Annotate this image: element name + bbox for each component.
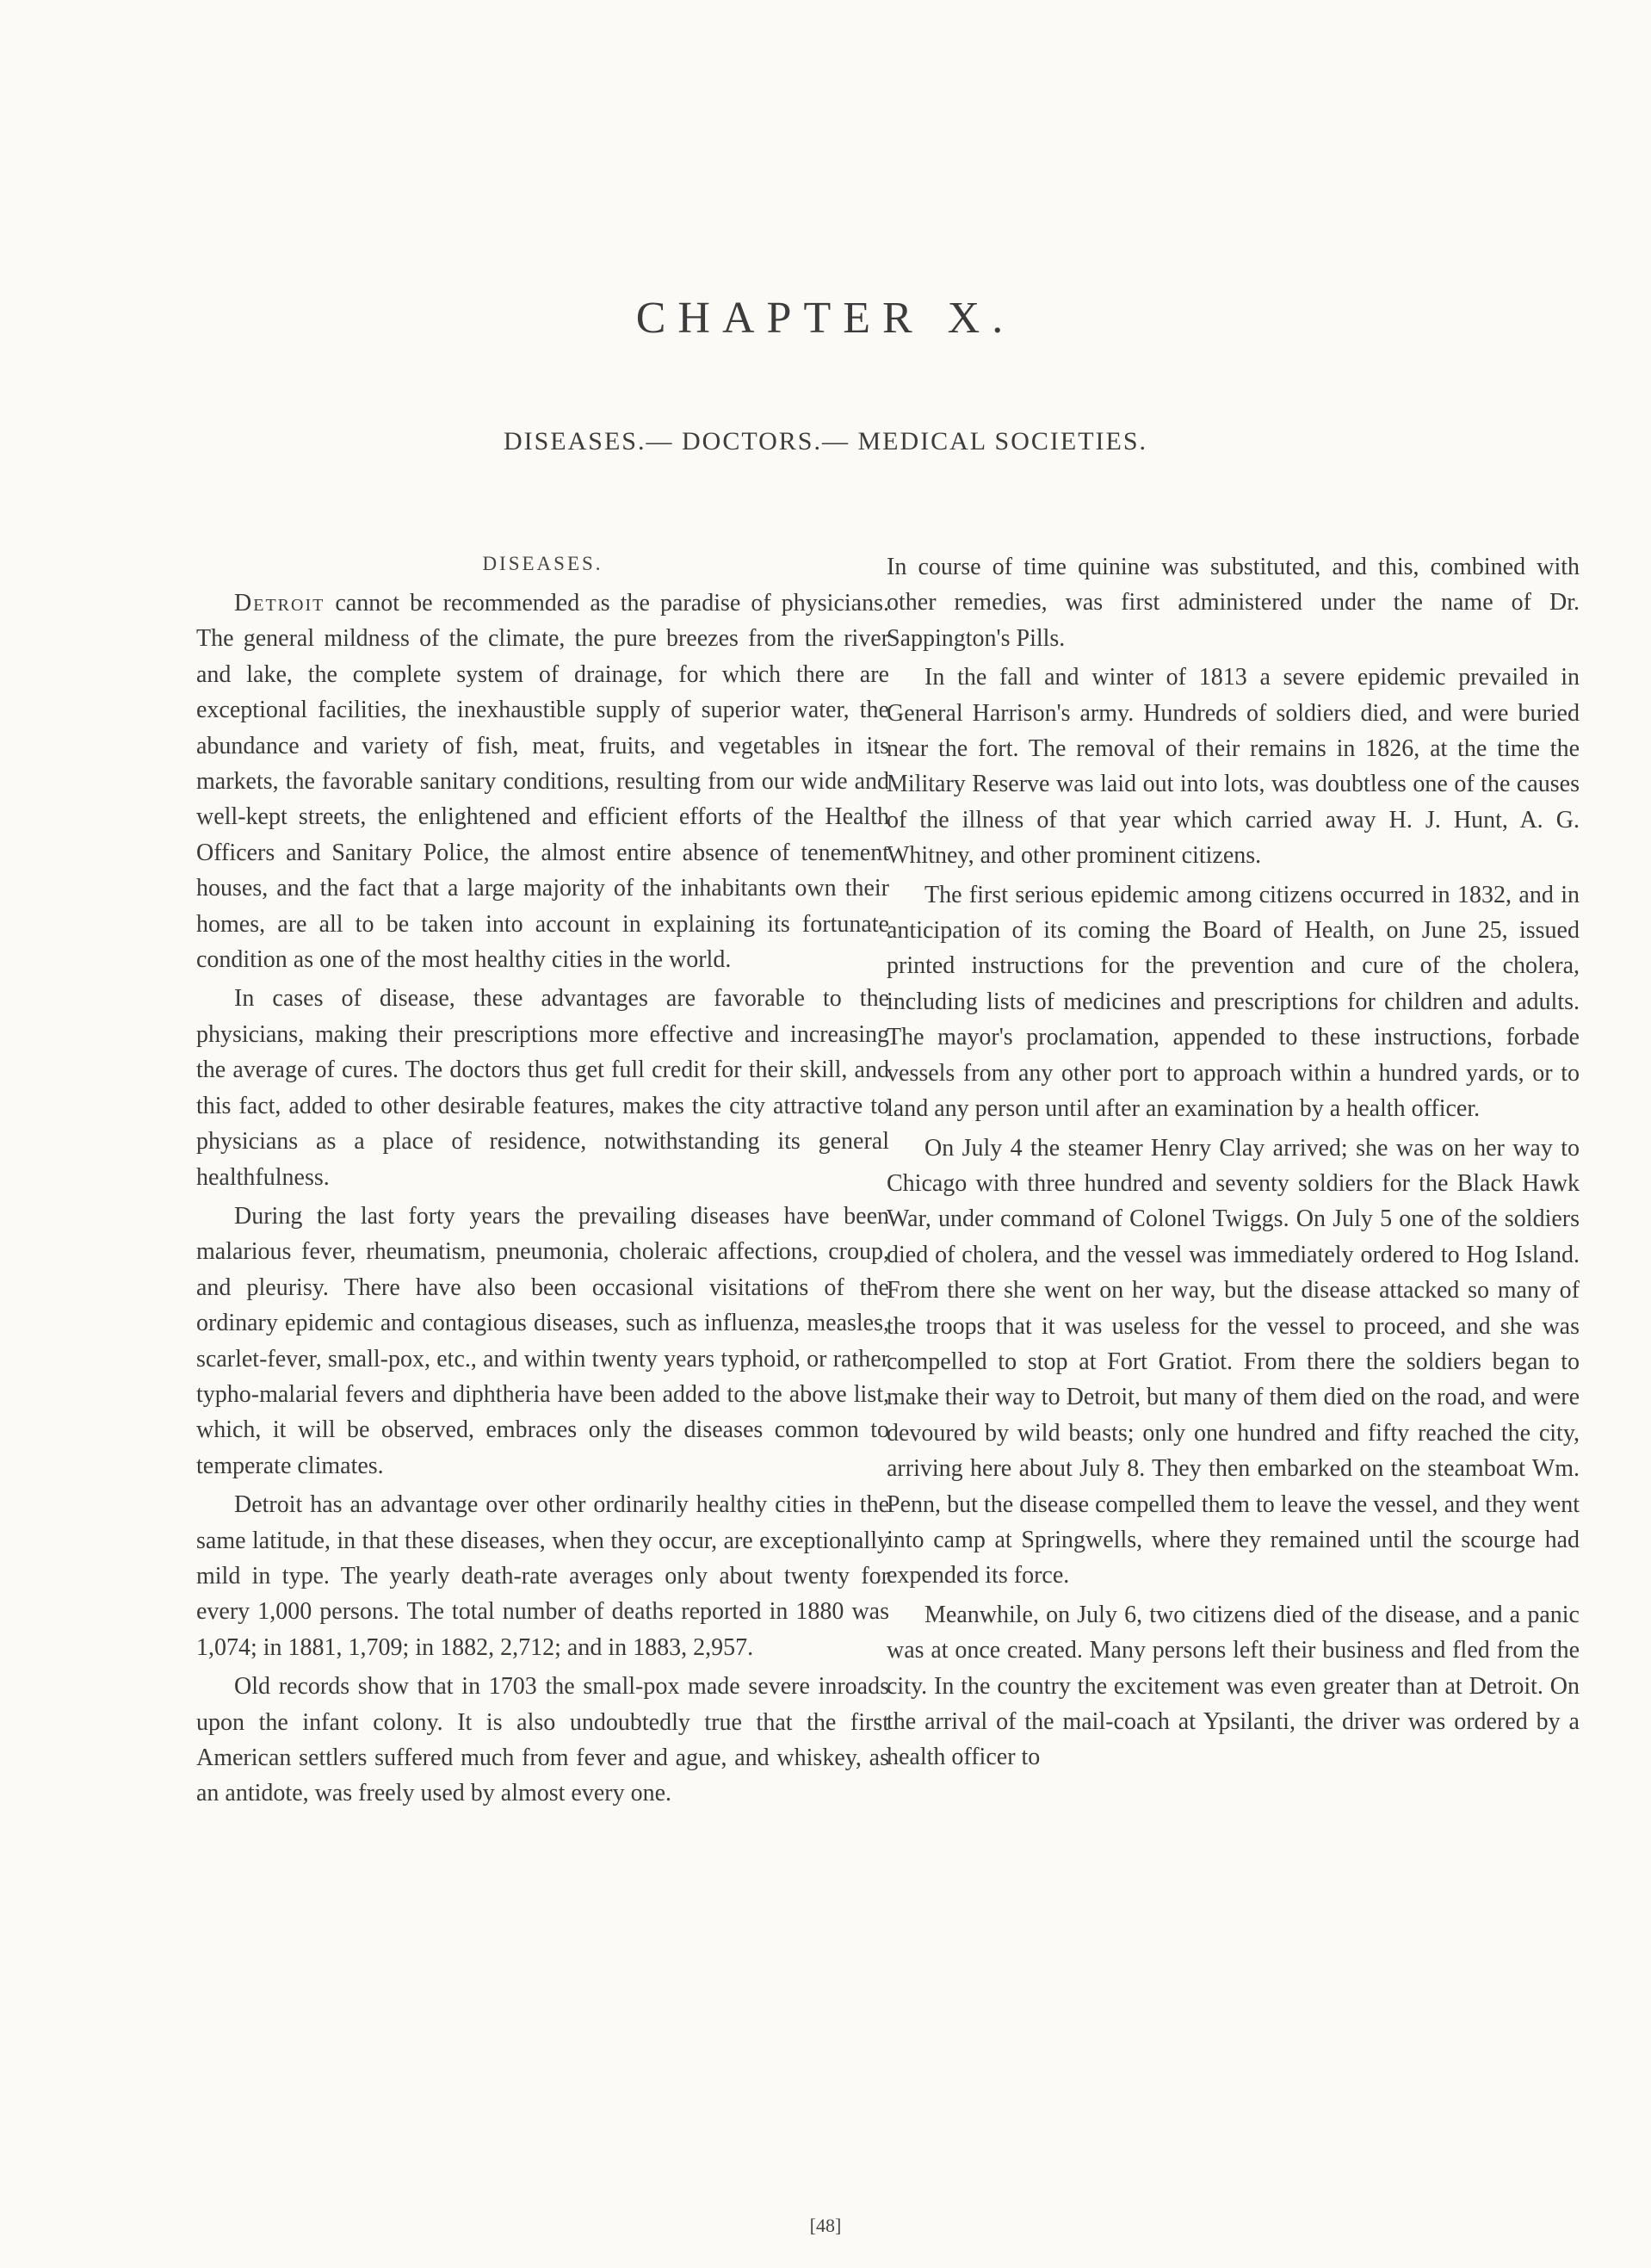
paragraph-4: Detroit has an advantage over other ordinarily healthy cities in the same latitude, in that these diseases, when they occur, are exceptionally mild in type. The yearly death-rate averages only about twenty for every 1,000 persons. The total number of deaths reported in 1880 was 1,074; in 1881, 1,709; in 1882, 2,712; and in 1883, 2,957. <box>196 1491 889 1661</box>
page-number: [48] <box>809 2215 842 2236</box>
chapter-title: CHAPTER X. <box>635 294 1016 343</box>
chapter-subtitle: DISEASES.— DOCTORS.— MEDICAL SOCIETIES. <box>503 427 1148 455</box>
paragraph-continuation: In course of time quinine was substituted, and this, combined with other remedies, was first administered under the name of Dr. Sappington's Pills. <box>887 554 1580 652</box>
paragraph-9: Meanwhile, on July 6, two citizens died of the disease, and a panic was at once created. Many persons left their business and fled from the city. In the country the excitement was even greater than at Detroit. On the arrival of the mail-coach at Ypsilanti, the driver was ordered by a health officer to <box>887 1601 1580 1771</box>
paragraph-1 <box>196 586 889 977</box>
paragraph-6: In the fall and winter of 1813 a severe epidemic prevailed in General Harrison's army. Hundreds of soldiers died, and were buried near the fort. The removal of their remains in 1826, at the time the Military Reserve was laid out into lots, was doubtless one of the causes of the illness of that year which carried away H. J. Hunt, A. G. Whitney, and other prominent citizens. <box>887 664 1580 870</box>
right-column <box>887 549 1580 1779</box>
section-heading-diseases: DISEASES. <box>482 553 603 574</box>
lead-word: Detroit <box>234 590 325 617</box>
paragraph-3: During the last forty years the prevailing diseases have been malarious fever, rheumatism, pneumonia, choleraic affections, croup, and pleurisy. There have also been occasional visitations of the ordinary epidemic and contagious diseases, such as influenza, measles, scarlet-fever, small-pox, etc., and within twenty years typhoid, or rather typho-malarial fevers and diphtheria have been added to the above list, which, it will be observed, embraces only the diseases common to temperate climates. <box>196 1202 889 1479</box>
paragraph-8: On July 4 the steamer Henry Clay arrived; she was on her way to Chicago with three hundred and seventy soldiers for the Black Hawk War, under command of Colonel Twiggs. On July 5 one of the soldiers died of cholera, and the vessel was immediately ordered to Hog Island. From there she went on her way, but the disease attacked so many of the troops that it was useless for the vessel to proceed, and she was compelled to stop at Fort Gratiot. From there the soldiers began to make their way to Detroit, but many of them died on the road, and were devoured by wild beasts; only one hundred and fifty reached the city, arriving here about July 8. They then embarked on the steamboat Wm. Penn, but the disease compelled them to leave the vessel, and they went into camp at Springwells, where they remained until the scourge had expended its force. <box>887 1134 1580 1589</box>
left-column <box>196 549 889 1815</box>
paragraph-7: The first serious epidemic among citizens occurred in 1832, and in anticipation of its coming the Board of Health, on June 25, issued printed instructions for the prevention and cure of the cholera, including lists of medicines and prescriptions for children and adults. The mayor's proclamation, appended to these instructions, forbade vessels from any other port to approach within a hundred yards, or to land any person until after an examination by a health officer. <box>887 881 1580 1123</box>
paragraph-2: In cases of disease, these advantages are favorable to the physicians, making their prescriptions more effective and increasing the average of cures. The doctors thus get full credit for their skill, and this fact, added to other desirable features, makes the city attractive to physicians as a place of residence, notwithstanding its general healthfulness. <box>196 985 889 1191</box>
paragraph-5: Old records show that in 1703 the small-pox made severe inroads upon the infant colony. It is also undoubtedly true that the first American settlers suffered much from fever and ague, and whiskey, as an antidote, was freely used by almost every one. <box>196 1673 889 1807</box>
paragraph-1-text: cannot be recommended as the paradise of physicians. The general mildness of the climate, the pure breezes from the river and lake, the complete system of drainage, for which there are exceptional facilities, the inexhaustible supply of superior water, the abundance and variety of fish, meat, fruits, and vegetables in its markets, the favorable sanitary conditions, resulting from our wide and well-kept streets, the enlightened and efficient efforts of the Health Officers and Sanitary Police, the almost entire absence of tenement houses, and the fact that a large majority of the inhabitants own their homes, are all to be taken into account in explaining its fortunate condition as one of the most healthy cities in the world. <box>196 590 889 974</box>
